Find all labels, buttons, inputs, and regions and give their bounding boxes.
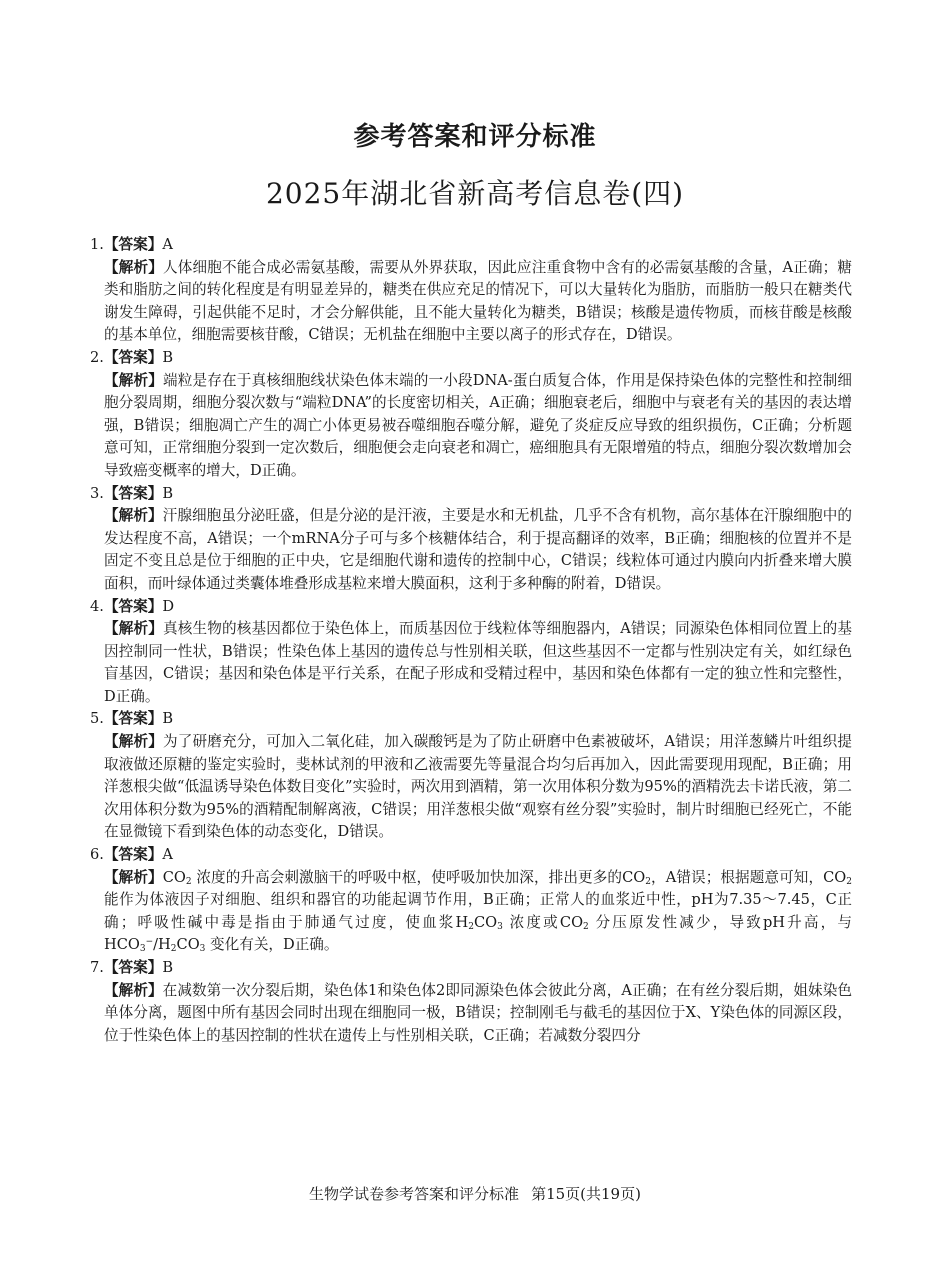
question-number: 1.	[90, 236, 104, 253]
page-title: 参考答案和评分标准	[353, 122, 597, 152]
question-item-7	[90, 957, 852, 1047]
question-number: 5.	[90, 710, 104, 728]
question-number: 6.	[90, 846, 104, 864]
answer-value: D	[162, 597, 175, 615]
answer-value: B	[162, 484, 174, 502]
answer-label: 【答案】	[103, 236, 163, 253]
explanation	[104, 731, 852, 844]
answer-label: 【答案】	[103, 959, 163, 976]
explanation-label: 【解析】	[104, 371, 164, 389]
explanation-text: 汗腺细胞虽分泌旺盛，但是分泌的是汗液，主要是水和无机盐，几乎不含有机物，高尔基体在汗腺细胞中的发达程度不高，A错误；一个mRNA分子可与多个核糖体结合，利于提高翻译的效率，B正确；细胞核的位置并不是固定不变且总是位于细胞的正中央，它是细胞代谢和遗传的控制中心，C错误；线粒体可通过内膜向内折叠来增大膜面积，而叶绿体通过类囊体堆叠形成基粒来增大膜面积，这利于多种酶的附着，D错误。	[104, 507, 852, 592]
answer-list	[90, 234, 852, 1047]
answer-label: 【答案】	[103, 710, 163, 728]
explanation-text: 人体细胞不能合成必需氨基酸，需要从外界获取，因此应注重食物中含有的必需氨基酸的含量，A正确；糖类和脂肪之间的转化程度是有明显差异的，糖类在供应充足的情况下，可以大量转化为脂肪，而脂肪一般只在糖类代谢发生障碍，引起供能不足时，才会分解供能，且不能大量转化为糖类，B错误；核酸是遗传物质，而核苷酸是核酸的基本单位，细胞需要核苷酸，C错误；无机盐在细胞中主要以离子的形式存在，D错误。	[104, 258, 852, 344]
question-item-5	[90, 708, 852, 844]
page-number: 第15页(共19页)	[531, 1185, 641, 1203]
explanation	[104, 980, 852, 1048]
exam-subtitle: 2025年湖北省新高考信息卷(四)	[265, 177, 685, 210]
question-item-1	[90, 234, 852, 347]
explanation-label: 【解析】	[104, 981, 163, 999]
explanation-label: 【解析】	[104, 868, 163, 886]
answer-value: B	[162, 959, 174, 976]
answer-value: B	[162, 710, 174, 728]
page-footer	[0, 1183, 950, 1204]
question-item-2	[90, 347, 852, 483]
explanation	[104, 370, 852, 483]
question-item-3	[90, 483, 852, 596]
answer-value: B	[162, 348, 174, 366]
answer-label: 【答案】	[103, 484, 163, 502]
explanation-text: 为了研磨充分，可加入二氧化硅，加入碳酸钙是为了防止研磨中色素被破坏，A错误；用洋葱鳞片叶组织提取液做还原糖的鉴定实验时，斐林试剂的甲液和乙液需要先等量混合均匀后再加入，因此需要现用现配，B正确；用洋葱根尖做“低温诱导染色体数目变化”实验时，两次用到酒精，第一次用体积分数为95%的酒精洗去卡诺氏液，第二次用体积分数为95%的酒精配制解离液，C错误；用洋葱根尖做“观察有丝分裂”实验时，制片时细胞已经死亡，不能在显微镜下看到染色体的动态变化，D错误。	[104, 733, 852, 841]
question-item-4	[90, 596, 852, 709]
answer-label: 【答案】	[103, 597, 163, 615]
answer-label: 【答案】	[103, 348, 163, 366]
explanation	[104, 867, 852, 957]
question-item-6	[90, 844, 852, 957]
answer-value: A	[162, 236, 173, 253]
answer-line	[90, 957, 852, 980]
question-number: 3.	[90, 484, 104, 502]
explanation-label: 【解析】	[104, 733, 163, 751]
footer-title: 生物学试卷参考答案和评分标准	[309, 1185, 520, 1203]
answer-label: 【答案】	[103, 846, 163, 864]
explanation	[104, 257, 852, 347]
question-number: 4.	[90, 597, 104, 615]
answer-line	[90, 347, 852, 370]
explanation-text: 端粒是存在于真核细胞线状染色体末端的一小段DNA-蛋白质复合体，作用是保持染色体的完整性和控制细胞分裂周期，细胞分裂次数与“端粒DNA”的长度密切相关，A正确；细胞衰老后，细胞中与衰老有关的基因的表达增强，B错误；细胞凋亡产生的凋亡小体更易被吞噬细胞吞噬分解，避免了炎症反应导致的组织损伤，C正确；分析题意可知，正常细胞分裂到一定次数后，细胞便会走向衰老和凋亡，癌细胞具有无限增殖的特点，细胞分裂次数增加会导致癌变概率的增大，D正确。	[104, 371, 852, 479]
answer-line	[90, 483, 852, 506]
answer-line	[90, 596, 852, 619]
explanation-label: 【解析】	[104, 258, 163, 276]
explanation-text: 真核生物的核基因都位于染色体上，而质基因位于线粒体等细胞器内，A错误；同源染色体相同位置上的基因控制同一性状，B错误；性染色体上基因的遗传总与性别相关联，但这些基因不一定都与性别决定有关，如红绿色盲基因，C错误；基因和染色体是平行关系，在配子形成和受精过程中，基因和染色体都有一定的独立性和完整性，D正确。	[104, 620, 852, 705]
explanation-text: 在减数第一次分裂后期，染色体1和染色体2即同源染色体会彼此分离，A正确；在有丝分裂后期，姐妹染色单体分离，题图中所有基因会同时出现在细胞同一极，B错误；控制刚毛与截毛的基因位于X、Y染色体的同源区段，位于性染色体上的基因控制的性状在遗传上与性别相关联，C正确；若减数分裂四分	[104, 981, 852, 1044]
answer-line	[90, 234, 852, 257]
answer-line	[90, 844, 852, 867]
explanation-label: 【解析】	[104, 507, 163, 525]
question-number: 2.	[90, 348, 104, 366]
explanation	[104, 505, 852, 595]
question-number: 7.	[90, 959, 104, 976]
answer-value: A	[162, 846, 173, 864]
explanation-text: $CO_2$ 浓度的升高会刺激脑干的呼吸中枢，使呼吸加快加深，排出更多的$CO_2$，A错误；根据题意可知，$CO_2$ 能作为体液因子对细胞、组织和器官的功能起调节作用，B正确；正常人的血浆近中性，pH为7.35～7.45，C正确；呼吸性碱中毒是指由于肺通气过度，使血浆$H_2CO_3$ 浓度或$CO_2$ 分压原发性减少，导致pH升高，与$HCO_3^-/H_2CO_3$ 变化有关，D正确。	[104, 868, 852, 955]
answer-line	[90, 708, 852, 731]
explanation	[104, 618, 852, 708]
explanation-label: 【解析】	[104, 620, 163, 638]
